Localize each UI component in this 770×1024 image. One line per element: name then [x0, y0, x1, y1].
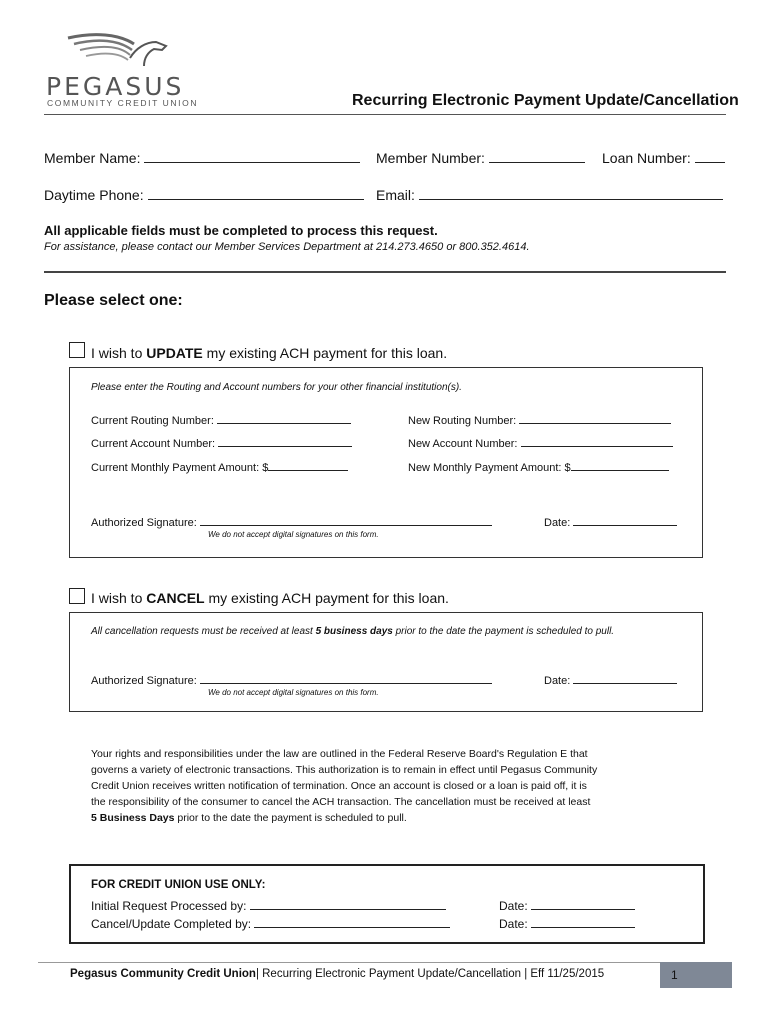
footer-rule [38, 962, 660, 963]
current-payment-label: Current Monthly Payment Amount: $ [91, 462, 269, 474]
loan-number-field[interactable] [602, 148, 725, 166]
new-account-line[interactable] [521, 435, 673, 447]
cancel-signature-note: We do not accept digital signatures on this form. [208, 688, 379, 697]
rights-line-5-post: prior to the date the payment is scheduled to pull. [174, 812, 407, 824]
update-section-box [69, 367, 703, 558]
current-routing-field[interactable] [91, 412, 351, 427]
new-routing-label: New Routing Number: [408, 415, 517, 427]
current-account-label: Current Account Number: [91, 438, 216, 450]
cancel-option-post: my existing ACH payment for this loan. [204, 590, 449, 606]
cancel-date-label: Date: [544, 675, 571, 687]
current-routing-line[interactable] [217, 412, 351, 424]
rights-line-5 [91, 810, 597, 826]
update-option-post: my existing ACH payment for this loan. [202, 345, 448, 361]
page-number: 1 [671, 968, 678, 982]
current-payment-field[interactable] [91, 459, 348, 474]
loan-number-line[interactable] [695, 148, 725, 163]
initial-request-label: Initial Request Processed by: [91, 899, 247, 913]
update-keyword: UPDATE [146, 345, 203, 361]
cancel-signature-field[interactable] [91, 672, 492, 687]
cancel-option-label [91, 590, 449, 606]
rights-paragraph [91, 746, 597, 826]
form-title: Recurring Electronic Payment Update/Cancellation [352, 92, 739, 109]
cancel-instruction-pre: All cancellation requests must be received at least [91, 626, 316, 637]
cancel-section-box [69, 612, 703, 712]
member-number-field[interactable] [376, 148, 585, 166]
page-number-box [660, 962, 732, 988]
update-instruction: Please enter the Routing and Account numbers for your other financial institution(s). [91, 382, 462, 393]
update-option-pre: I wish to [91, 345, 147, 361]
current-payment-line[interactable] [268, 459, 348, 471]
office-date-1-line[interactable] [531, 897, 635, 910]
email-field[interactable] [376, 185, 723, 203]
required-notice: All applicable fields must be completed to process this request. [44, 223, 438, 238]
update-signature-line[interactable] [200, 514, 492, 526]
cancel-instruction-bold: 5 business days [315, 626, 393, 637]
office-date-2-field[interactable] [499, 915, 635, 931]
member-name-label: Member Name: [44, 150, 141, 166]
footer-rest: | Recurring Electronic Payment Update/Cancellation | Eff 11/25/2015 [255, 968, 605, 980]
cancel-option-pre: I wish to [91, 590, 147, 606]
section-rule [44, 271, 726, 273]
update-signature-field[interactable] [91, 514, 492, 529]
footer-org: Pegasus Community Credit Union [70, 968, 256, 980]
new-payment-line[interactable] [571, 459, 669, 471]
new-account-label: New Account Number: [408, 438, 518, 450]
update-signature-label: Authorized Signature: [91, 517, 197, 529]
rights-line-3: Credit Union receives written notification of termination. Once an account is closed or a loan is paid off, it is [91, 780, 587, 792]
cancel-instruction [91, 626, 614, 637]
cancel-keyword: CANCEL [146, 590, 205, 606]
rights-line-2: governs a variety of electronic transactions. This authorization is to remain in effect until Pegasus Community [91, 764, 598, 776]
completed-field[interactable] [91, 915, 450, 931]
office-use-heading: FOR CREDIT UNION USE ONLY: [91, 879, 266, 891]
footer-text [70, 968, 604, 980]
assistance-notice: For assistance, please contact our Member Services Department at 214.273.4650 or 800.352.4614. [44, 241, 530, 253]
office-date-1-field[interactable] [499, 897, 635, 913]
cancel-date-line[interactable] [573, 672, 677, 684]
email-line[interactable] [419, 185, 723, 200]
daytime-phone-field[interactable] [44, 185, 364, 203]
new-account-field[interactable] [408, 435, 673, 450]
update-date-line[interactable] [573, 514, 677, 526]
pegasus-logo-icon [64, 28, 174, 72]
office-date-2-label: Date: [499, 917, 528, 931]
new-payment-field[interactable] [408, 459, 669, 474]
update-date-field[interactable] [544, 514, 677, 529]
select-heading: Please select one: [44, 292, 183, 309]
title-rule [44, 114, 726, 115]
new-routing-field[interactable] [408, 412, 671, 427]
member-number-line[interactable] [489, 148, 585, 163]
cancel-date-field[interactable] [544, 672, 677, 687]
cancel-signature-label: Authorized Signature: [91, 675, 197, 687]
loan-number-label: Loan Number: [602, 150, 691, 166]
daytime-phone-label: Daytime Phone: [44, 187, 144, 203]
office-date-2-line[interactable] [531, 915, 635, 928]
completed-label: Cancel/Update Completed by: [91, 917, 252, 931]
new-payment-label: New Monthly Payment Amount: $ [408, 462, 571, 474]
current-account-field[interactable] [91, 435, 352, 450]
rights-line-4: the responsibility of the consumer to cancel the ACH transaction. The cancellation must be received at least [91, 796, 591, 808]
cancel-instruction-post: prior to the date the payment is scheduled to pull. [392, 626, 615, 637]
member-name-field[interactable] [44, 148, 360, 166]
member-name-line[interactable] [144, 148, 360, 163]
rights-line-1: Your rights and responsibilities under the law are outlined in the Federal Reserve Board's Regulation E that [91, 748, 588, 760]
current-routing-label: Current Routing Number: [91, 415, 214, 427]
current-account-line[interactable] [218, 435, 352, 447]
cancel-checkbox[interactable] [69, 588, 85, 604]
daytime-phone-line[interactable] [148, 185, 364, 200]
new-routing-line[interactable] [519, 412, 671, 424]
completed-line[interactable] [254, 915, 450, 928]
update-date-label: Date: [544, 517, 571, 529]
update-option-label [91, 345, 447, 361]
update-signature-note: We do not accept digital signatures on this form. [208, 530, 379, 539]
member-number-label: Member Number: [376, 150, 485, 166]
initial-request-line[interactable] [250, 897, 446, 910]
logo-subtitle: COMMUNITY CREDIT UNION [47, 98, 199, 108]
update-checkbox[interactable] [69, 342, 85, 358]
logo-name: PEGASUS [46, 72, 185, 101]
office-date-1-label: Date: [499, 899, 528, 913]
email-label: Email: [376, 187, 415, 203]
rights-line-5-bold: 5 Business Days [91, 812, 175, 824]
office-use-box [69, 864, 705, 944]
logo [44, 28, 204, 108]
initial-request-field[interactable] [91, 897, 446, 913]
cancel-signature-line[interactable] [200, 672, 492, 684]
